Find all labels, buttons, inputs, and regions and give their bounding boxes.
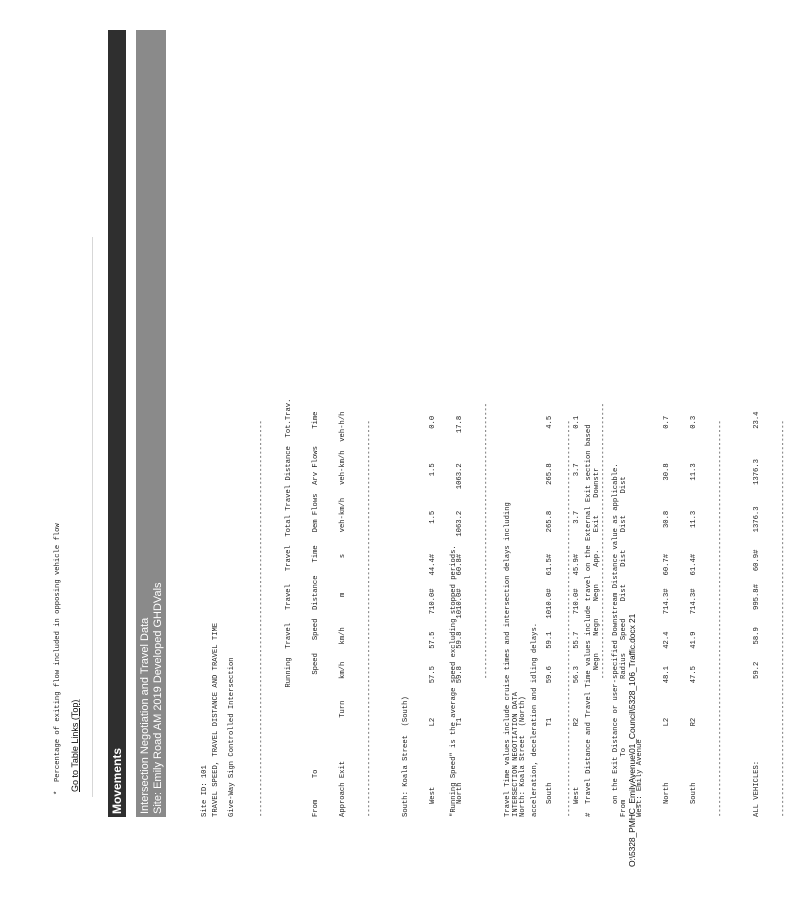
table-rule: -------------------------------------------------------------------------------------------- [258,420,266,817]
report-header [136,30,166,817]
table-rule: -------------------------------------------------------------------------------------------- [566,420,574,817]
table-rule: ---------------------------------------------------------------- [600,402,608,817]
document-footer-path: O:\5328_PMHC_EmilyAvenue\01_Council\5328_106_Traffic.docx 21 [627,613,637,867]
table-rule: -------------------------------------------------------------------------------------------- [717,420,725,817]
table-row: West L2 57.5 57.5 710.0# 44.4# 1.5 1.5 0.0 [429,415,437,817]
table-row: South R2 47.5 41.9 714.3# 61.4# 11.3 11.3 0.3 [690,415,698,817]
table-rule: -------------------------------------------------------------------------------------------- [780,420,788,817]
table-header-line: Running Travel Travel Travel Total Travel Distance Tot.Trav. [285,398,293,817]
note-line [477,424,486,817]
note-line: Travel Time values include cruise times and intersection delays including [504,502,512,817]
table-header-line: From To Radius Speed Dist Dist Dist Dist [620,476,628,817]
intersection-negotiation-heading: INTERSECTION NEGOTIATION DATA [512,691,520,817]
section-title-movements: Movements [108,30,126,817]
table-row: North T1 59.8 59.8 1010.0# 60.8# 1063.2 1063.2 17.8 [456,415,464,817]
approach-label: South: Koala Street (South) [402,696,410,817]
table-row: South T1 59.6 59.1 1010.0# 61.5# 265.8 265.8 4.5 [546,415,554,817]
opposing-flow-footnote: * Percentage of exiting flow included in opposing vehicle flow [54,523,62,795]
report-header-title: Intersection Negotiation and Travel Data [139,617,151,814]
divider [92,237,93,797]
note-line: on the Exit Distance or user-specified Downstream Distance value as applicable. [612,463,620,817]
table-header-line: Approach Exit Turn km/h km/h m s veh-km/h veh-km/h veh-h/h [339,411,347,817]
note-line: # Travel Distance and Travel Time values include travel on the External Exit section based [585,424,593,817]
approach-label: North: Koala Street (North) [519,696,527,817]
report-header-site: Site: Emily Road AM 2019 Developed GHDVals [151,582,164,814]
table-rule: ---------------------------------------------------------------- [483,402,491,817]
note-line: "Running Speed" is the average speed excluding stopped periods. [450,545,458,817]
go-to-table-links-link[interactable]: Go to Table Links (Top) [70,699,80,792]
table-row: West R2 56.3 55.7 710.0# 45.9# 3.7 3.7 0.1 [573,415,581,817]
all-vehicles-row: ALL VEHICLES: 59.2 58.9 995.8# 60.9# 1376.3 1376.3 23.4 [753,411,761,817]
travel-table-title: TRAVEL SPEED, TRAVEL DISTANCE AND TRAVEL TIME [212,622,220,817]
table-header-line: Negn Negn Negn App. Exit Downstr [593,467,601,817]
approach-label: West: Emily Avenue [636,739,644,817]
note-line: acceleration, deceleration and idling delays. [531,622,539,817]
table-rule: -------------------------------------------------------------------------------------------- [366,420,374,817]
site-id: Site ID: 101 [201,765,209,817]
site-control-type: Give-Way Sign Controlled Intersection [228,657,236,817]
table-row: North L2 48.1 42.4 714.3# 60.7# 30.8 30.8 0.7 [663,415,671,817]
table-header-line: From To Speed Speed Distance Time Dem Flows Arv Flows Time [312,411,320,817]
